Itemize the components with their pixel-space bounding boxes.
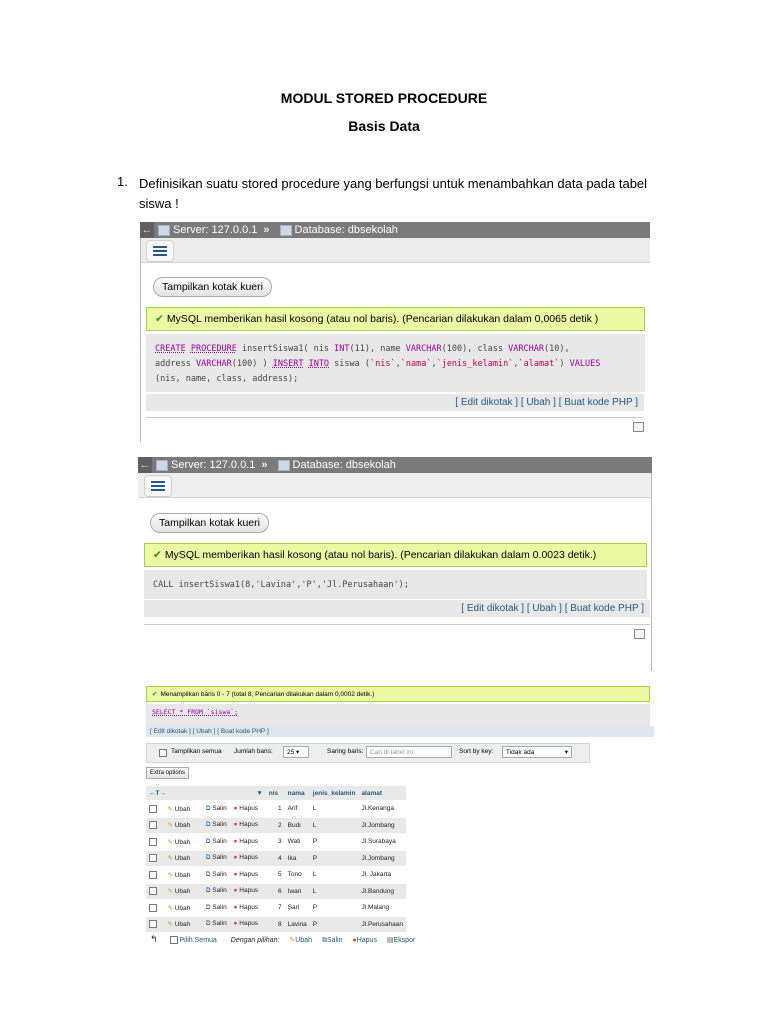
row-delete-label: Hapus bbox=[239, 854, 259, 862]
breadcrumb-database[interactable]: Database: dbsekolah bbox=[292, 459, 396, 471]
cell-jenis-kelamin: L bbox=[310, 883, 359, 900]
query-links bbox=[144, 599, 650, 617]
results-table bbox=[146, 786, 406, 932]
edit-link[interactable]: [ Ubah ] bbox=[526, 603, 562, 614]
copy-icon: ⧉ bbox=[205, 920, 211, 928]
cell-nama: Lavina bbox=[285, 916, 310, 932]
document-title: MODUL STORED PROCEDURE bbox=[280, 90, 488, 106]
column-header-alamat[interactable]: alamat bbox=[358, 786, 406, 801]
column-nav-arrows[interactable]: ←T→ ▼ bbox=[146, 786, 266, 801]
table-row bbox=[146, 883, 406, 900]
success-message-text: MySQL memberikan hasil kosong (atau nol baris). (Pencarian dilakukan dalam 0.0023 detik.) bbox=[164, 549, 597, 561]
menu-hamburger-icon[interactable] bbox=[144, 475, 172, 497]
pencil-icon: ✎ bbox=[167, 921, 173, 929]
row-delete-label: Hapus bbox=[239, 870, 259, 878]
table-row bbox=[146, 834, 406, 851]
row-edit-action[interactable] bbox=[164, 834, 202, 851]
check-icon: ✔ bbox=[153, 549, 162, 561]
row-copy-action[interactable] bbox=[206, 871, 227, 878]
row-checkbox[interactable] bbox=[149, 854, 157, 862]
cell-nama: Arif bbox=[285, 801, 310, 818]
sql-line: CALL insertSiswa1(8,'Lavina','P','Jl.Perusahaan'); bbox=[153, 580, 409, 590]
row-edit-action[interactable] bbox=[164, 801, 202, 818]
breadcrumb-server[interactable]: Server: 127.0.0.1 bbox=[173, 224, 258, 236]
cell-jenis-kelamin: P bbox=[310, 850, 359, 867]
cell-nama: Iwan bbox=[285, 883, 310, 900]
row-edit-action[interactable] bbox=[164, 916, 202, 932]
table-row bbox=[146, 817, 406, 834]
filter-label: Saring baris: bbox=[327, 748, 364, 755]
row-delete-label: Hapus bbox=[239, 920, 259, 928]
row-copy-label: Salin bbox=[212, 837, 227, 845]
breadcrumb-server[interactable]: Server: 127.0.0.1 bbox=[171, 459, 256, 471]
cell-nis: 5 bbox=[266, 867, 285, 884]
cell-jenis-kelamin: P bbox=[310, 834, 359, 851]
edit-link[interactable]: [ Ubah ] bbox=[520, 397, 556, 408]
menu-bar bbox=[138, 473, 652, 498]
cell-alamat: Jl.Perusahaan bbox=[358, 916, 406, 932]
row-copy-action[interactable] bbox=[206, 838, 227, 845]
sql-line: (nis, name, class, address); bbox=[155, 374, 299, 384]
sql-query-box bbox=[144, 570, 647, 600]
pencil-icon: ✎ bbox=[167, 805, 173, 813]
success-message bbox=[144, 543, 647, 567]
row-edit-label: Ubah bbox=[174, 805, 191, 813]
table-row bbox=[146, 850, 406, 867]
check-icon: ✔ bbox=[155, 313, 164, 325]
row-copy-label: Salin bbox=[212, 920, 227, 928]
row-edit-action[interactable] bbox=[164, 900, 202, 917]
show-all-checkbox[interactable] bbox=[159, 749, 167, 757]
row-delete-label: Hapus bbox=[239, 821, 259, 829]
filter-input[interactable]: Cari di tabel ini bbox=[366, 746, 452, 758]
console-icon[interactable] bbox=[633, 422, 644, 432]
row-copy-label: Salin bbox=[212, 821, 227, 829]
delete-icon: ● bbox=[233, 903, 238, 911]
pencil-icon: ✎ bbox=[167, 838, 173, 846]
show-query-box-button[interactable]: Tampilkan kotak kueri bbox=[150, 513, 269, 533]
cell-nama: Ika bbox=[285, 850, 310, 867]
cell-alamat: Jl. Jakarta bbox=[358, 867, 406, 884]
extra-options-button[interactable]: Extra options bbox=[146, 767, 189, 779]
row-delete-label: Hapus bbox=[239, 804, 259, 812]
delete-icon: ● bbox=[233, 837, 238, 845]
row-edit-label: Ubah bbox=[174, 888, 191, 896]
pma-panel-create bbox=[140, 222, 650, 263]
select-all-checkbox[interactable] bbox=[170, 936, 178, 944]
column-header-jenis-kelamin[interactable]: jenis_kelamin bbox=[310, 786, 359, 801]
row-edit-action[interactable] bbox=[164, 867, 202, 884]
table-options-bar bbox=[146, 743, 590, 763]
sql-line: CREATE PROCEDURE insertSiswa1( nis INT(11), name VARCHAR(100), class VARCHAR(10), bbox=[155, 344, 570, 354]
menu-hamburger-icon[interactable] bbox=[146, 240, 174, 262]
copy-icon: ⧉ bbox=[205, 821, 211, 829]
panel-edge bbox=[140, 238, 141, 442]
copy-icon: ⧉ bbox=[205, 837, 211, 845]
table-row bbox=[146, 900, 406, 917]
check-icon: ✔ bbox=[152, 691, 158, 698]
cell-nama: Tono bbox=[285, 867, 310, 884]
row-checkbox[interactable] bbox=[149, 805, 157, 813]
copy-icon: ⧉ bbox=[205, 870, 211, 878]
delete-icon: ● bbox=[233, 804, 238, 812]
question-text: Definisikan suatu stored procedure yang berfungsi untuk menambahkan data pada tabel siswa ! bbox=[139, 176, 648, 211]
row-delete-action[interactable] bbox=[234, 920, 259, 927]
database-icon bbox=[278, 460, 290, 471]
create-php-code-link[interactable]: [ Buat kode PHP ] bbox=[564, 603, 644, 614]
success-message-text: MySQL memberikan hasil kosong (atau nol baris). (Pencarian dilakukan dalam 0,0065 detik ) bbox=[166, 313, 599, 325]
sql-line: address VARCHAR(100) ) INSERT INTO siswa (`nis`,`nama`,`jenis_kelamin`,`alamat`) VALUES bbox=[155, 359, 601, 369]
cell-nis: 2 bbox=[266, 817, 285, 834]
arrow-up-icon: ↰ bbox=[150, 934, 158, 944]
delete-icon: ● bbox=[233, 920, 238, 928]
copy-icon: ⧉ bbox=[205, 854, 211, 862]
edit-inline-link[interactable]: [ Edit dikotak ] bbox=[455, 397, 519, 408]
row-delete-label: Hapus bbox=[239, 903, 259, 911]
row-edit-label: Ubah bbox=[174, 904, 191, 912]
cell-alamat: Jl.Jombang bbox=[358, 817, 406, 834]
cell-alamat: Jl.Bandung bbox=[358, 883, 406, 900]
cell-alamat: Jl.Malang bbox=[358, 900, 406, 917]
collapse-arrow-icon[interactable]: ← bbox=[139, 459, 151, 471]
show-all-label: Tampilkan semua bbox=[171, 748, 222, 755]
row-edit-label: Ubah bbox=[174, 822, 191, 830]
row-delete-label: Hapus bbox=[239, 887, 259, 895]
pma-panel-call bbox=[138, 457, 652, 498]
delete-icon: ● bbox=[233, 887, 238, 895]
pencil-icon: ✎ bbox=[167, 855, 173, 863]
bulk-actions bbox=[150, 934, 415, 945]
pencil-icon: ✎ bbox=[167, 904, 173, 912]
row-edit-action[interactable] bbox=[164, 817, 202, 834]
database-icon bbox=[280, 225, 292, 236]
row-edit-label: Ubah bbox=[174, 871, 191, 879]
console-icon[interactable] bbox=[634, 629, 645, 639]
row-copy-label: Salin bbox=[212, 870, 227, 878]
cell-nis: 4 bbox=[266, 850, 285, 867]
bulk-delete-button[interactable]: Hapus bbox=[356, 937, 377, 944]
rows-label: Jumlah baris: bbox=[234, 748, 273, 755]
cell-jenis-kelamin: P bbox=[310, 916, 359, 932]
cell-nis: 6 bbox=[266, 883, 285, 900]
cell-nis: 7 bbox=[266, 900, 285, 917]
success-message-text: Menampilkan baris 0 - 7 (total 8, Pencarian dilakukan dalam 0,0002 detik.) bbox=[160, 691, 375, 698]
row-checkbox[interactable] bbox=[149, 887, 157, 895]
cell-nama: Budi bbox=[285, 817, 310, 834]
cell-nis: 3 bbox=[266, 834, 285, 851]
row-edit-label: Ubah bbox=[174, 855, 191, 863]
delete-icon: ● bbox=[233, 821, 238, 829]
rows-select-value: 25 bbox=[287, 749, 295, 756]
cell-jenis-kelamin: L bbox=[310, 817, 359, 834]
cell-nama: Wati bbox=[285, 834, 310, 851]
row-copy-action[interactable] bbox=[206, 805, 227, 812]
pencil-icon: ✎ bbox=[167, 888, 173, 896]
row-delete-action[interactable] bbox=[234, 887, 259, 894]
bulk-copy-button[interactable]: Salin bbox=[326, 937, 343, 944]
delete-icon: ● bbox=[352, 937, 357, 944]
query-links bbox=[146, 393, 644, 411]
cell-alamat: Jl.Kenanga bbox=[358, 801, 406, 818]
create-php-code-link[interactable]: [ Buat kode PHP ] bbox=[558, 397, 638, 408]
row-edit-action[interactable] bbox=[164, 883, 202, 900]
cell-alamat: Jl.Surabaya bbox=[358, 834, 406, 851]
cell-jenis-kelamin: L bbox=[310, 867, 359, 884]
with-selected-label: Dengan pilihan: bbox=[230, 937, 280, 944]
table-row bbox=[146, 916, 406, 932]
rows-select[interactable]: 25 ▾ bbox=[283, 746, 309, 758]
panel-edge bbox=[651, 473, 652, 671]
query-links[interactable]: [ Edit dikotak ] [ Ubah ] [ Buat kode PHP ] bbox=[146, 726, 654, 737]
table-row bbox=[146, 867, 406, 884]
row-delete-action[interactable] bbox=[234, 854, 259, 861]
row-edit-action[interactable] bbox=[164, 850, 202, 867]
pencil-icon: ✎ bbox=[289, 937, 296, 944]
row-copy-action[interactable] bbox=[206, 854, 227, 861]
sql-line: SELECT * FROM `siswa`; bbox=[152, 708, 239, 716]
breadcrumb bbox=[140, 222, 650, 238]
delete-icon: ● bbox=[233, 854, 238, 862]
row-edit-label: Ubah bbox=[174, 838, 191, 846]
row-delete-action[interactable] bbox=[234, 904, 259, 911]
document-subtitle: Basis Data bbox=[348, 118, 420, 134]
row-copy-label: Salin bbox=[212, 903, 227, 911]
row-checkbox[interactable] bbox=[149, 920, 157, 928]
divider bbox=[144, 624, 650, 625]
select-all-label[interactable]: Pilih Semua bbox=[179, 937, 217, 944]
cell-jenis-kelamin: L bbox=[310, 801, 359, 818]
row-delete-action[interactable] bbox=[234, 821, 259, 828]
row-edit-label: Ubah bbox=[174, 921, 191, 929]
row-copy-action[interactable] bbox=[206, 920, 227, 927]
row-checkbox[interactable] bbox=[149, 871, 157, 879]
row-copy-action[interactable] bbox=[206, 904, 227, 911]
cell-nama: Sari bbox=[285, 900, 310, 917]
row-checkbox[interactable] bbox=[149, 904, 157, 912]
sort-label: Sort by key: bbox=[459, 748, 494, 755]
sql-query-box bbox=[146, 704, 650, 726]
bulk-edit-button[interactable]: Ubah bbox=[295, 937, 312, 944]
row-delete-action[interactable] bbox=[234, 871, 259, 878]
sql-query-box bbox=[146, 334, 645, 392]
server-icon bbox=[156, 460, 168, 471]
divider bbox=[146, 417, 642, 418]
cell-alamat: Jl.Jombang bbox=[358, 850, 406, 867]
success-message bbox=[146, 307, 645, 331]
show-query-box-button[interactable]: Tampilkan kotak kueri bbox=[153, 277, 272, 297]
cell-nis: 1 bbox=[266, 801, 285, 818]
copy-icon: ⧉ bbox=[205, 804, 211, 812]
breadcrumb-separator: » bbox=[261, 459, 268, 471]
cell-nis: 8 bbox=[266, 916, 285, 932]
table-header-row bbox=[146, 786, 406, 801]
row-copy-label: Salin bbox=[212, 804, 227, 812]
pencil-icon: ✎ bbox=[167, 822, 173, 830]
row-checkbox[interactable] bbox=[149, 838, 157, 846]
row-checkbox[interactable] bbox=[149, 821, 157, 829]
copy-icon: ⧉ bbox=[321, 937, 327, 944]
bulk-export-button[interactable]: Ekspor bbox=[393, 937, 416, 944]
menu-bar bbox=[140, 238, 650, 263]
pencil-icon: ✎ bbox=[167, 871, 173, 879]
cell-jenis-kelamin: P bbox=[310, 900, 359, 917]
column-header-nis[interactable]: nis bbox=[266, 786, 285, 801]
row-copy-action[interactable] bbox=[206, 821, 227, 828]
edit-inline-link[interactable]: [ Edit dikotak ] bbox=[461, 603, 525, 614]
copy-icon: ⧉ bbox=[205, 887, 211, 895]
sort-select-value: Tidak ada bbox=[506, 749, 535, 756]
row-delete-action[interactable] bbox=[234, 805, 259, 812]
collapse-arrow-icon[interactable]: ← bbox=[141, 224, 153, 236]
row-copy-label: Salin bbox=[212, 854, 227, 862]
server-icon bbox=[158, 225, 170, 236]
row-copy-label: Salin bbox=[212, 887, 227, 895]
column-header-nama[interactable]: nama bbox=[285, 786, 310, 801]
breadcrumb-database[interactable]: Database: dbsekolah bbox=[294, 224, 398, 236]
row-delete-label: Hapus bbox=[239, 837, 259, 845]
question-number: 1. bbox=[117, 174, 128, 189]
table-row bbox=[146, 801, 406, 818]
row-copy-action[interactable] bbox=[206, 887, 227, 894]
delete-icon: ● bbox=[233, 870, 238, 878]
breadcrumb-separator: » bbox=[263, 224, 270, 236]
row-delete-action[interactable] bbox=[234, 838, 259, 845]
export-icon: ▤ bbox=[386, 937, 394, 944]
success-message bbox=[146, 686, 650, 702]
copy-icon: ⧉ bbox=[205, 903, 211, 911]
sort-select[interactable]: Tidak ada ▾ bbox=[502, 746, 572, 758]
breadcrumb bbox=[138, 457, 652, 473]
